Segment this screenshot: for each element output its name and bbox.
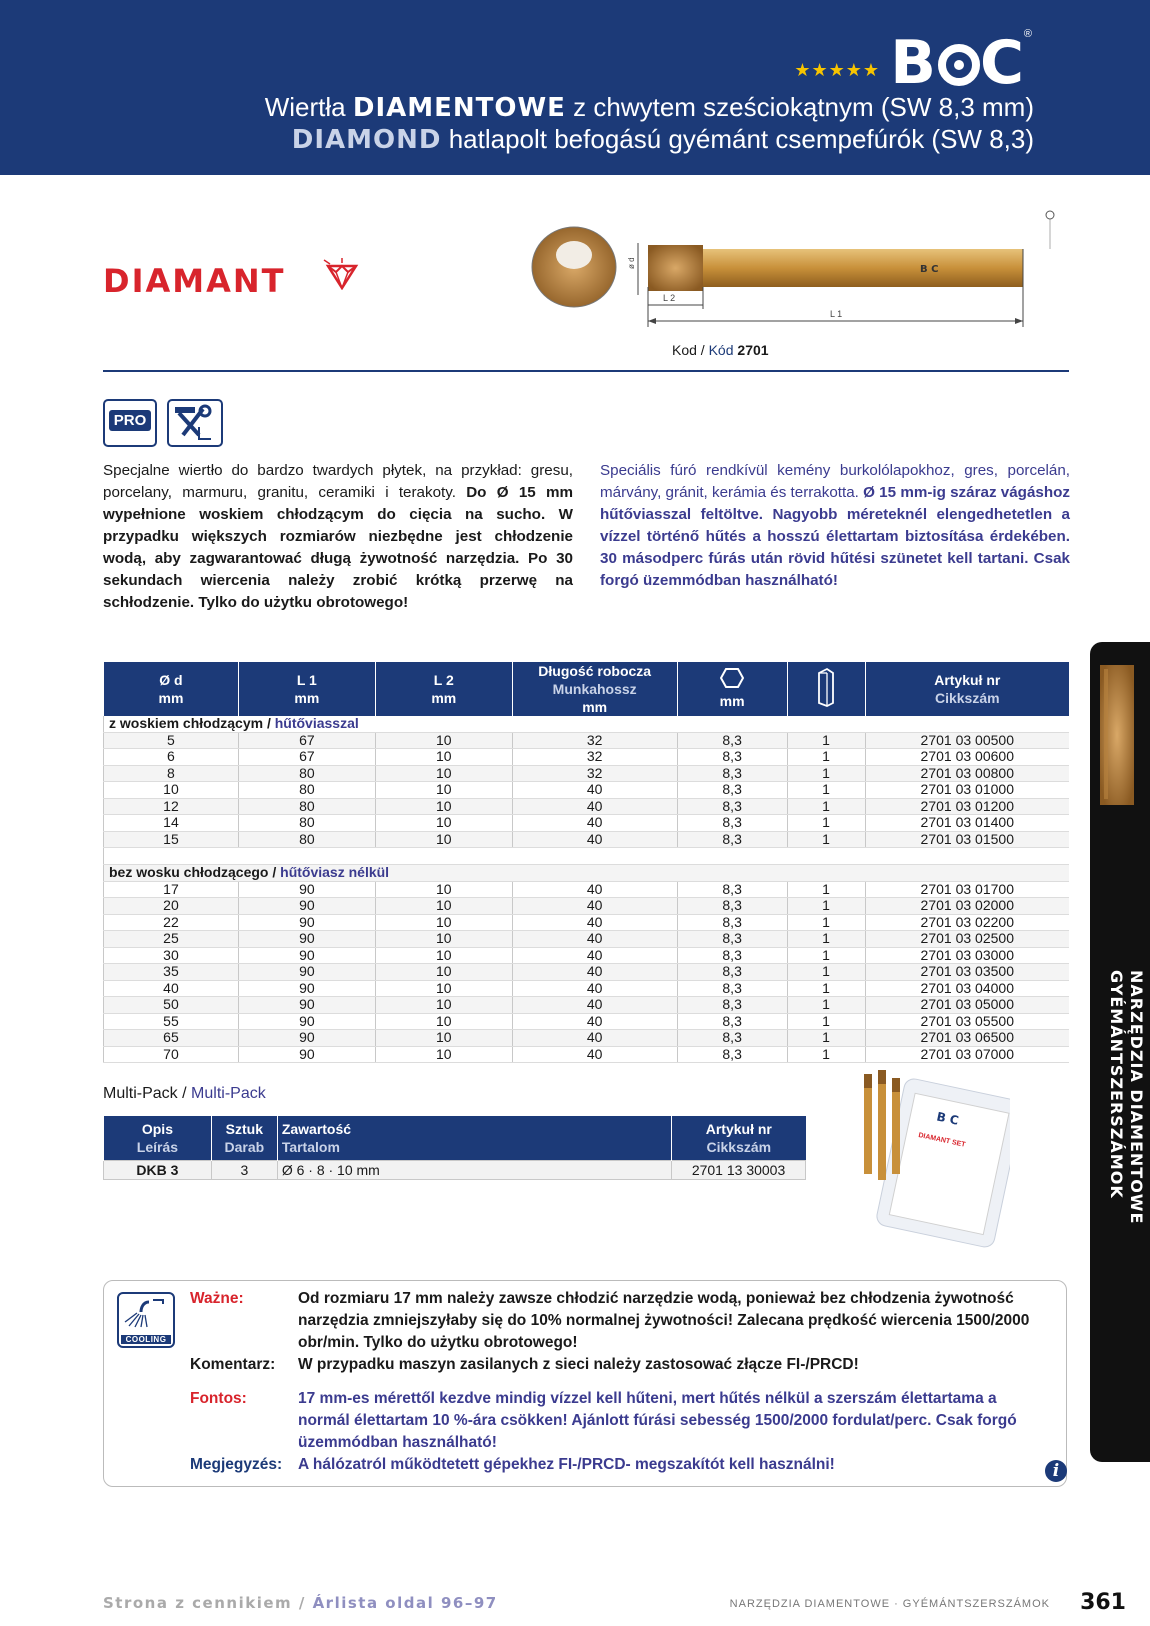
table-cell: 1 (787, 732, 865, 749)
comment-key-pl: Komentarz: (190, 1356, 276, 1373)
table-row (104, 765, 1070, 782)
table-row (104, 947, 1070, 964)
table-cell: 10 (375, 964, 512, 981)
package-icon (816, 667, 836, 707)
table-cell: 2701 03 03000 (865, 947, 1069, 964)
cooling-badge: COOLING (117, 1292, 175, 1348)
registered-mark: ® (1023, 28, 1032, 40)
table-cell: 2701 03 01700 (865, 881, 1069, 898)
boc-logo: B C (890, 28, 1026, 98)
table-cell: 80 (238, 765, 375, 782)
table-cell: 70 (104, 1046, 239, 1063)
table-cell: 80 (238, 831, 375, 848)
table-cell: 8,3 (677, 947, 787, 964)
table-cell: 2701 03 01400 (865, 815, 1069, 832)
table-cell: 10 (375, 782, 512, 799)
table-cell: 80 (238, 782, 375, 799)
page-header (0, 0, 1150, 175)
table-row (104, 815, 1070, 832)
table-cell: 5 (104, 732, 239, 749)
dim-d-label: ø d (627, 257, 636, 269)
product-table (103, 662, 1069, 1063)
table-cell: 8,3 (677, 1046, 787, 1063)
table-cell: 2701 03 00600 (865, 749, 1069, 766)
table-cell: 10 (375, 980, 512, 997)
col-working-length: Długość robocza Munkahossz mm (512, 662, 677, 716)
table-cell: 1 (787, 997, 865, 1014)
col-l1: L 1 mm (238, 662, 375, 716)
table-cell: 2701 03 01000 (865, 782, 1069, 799)
important-text-hu: 17 mm-es mérettől kezdve mindig vízzel kell hűteni, mert hűtés nélkül a szerszám élettartama a normál élettartam 10 %-ára csökken! Ajánlott fúrási sebesség 1500/2000 fordulat/perc. Csak forgó üzemmódban használható! (298, 1390, 1017, 1451)
table-cell: 90 (238, 980, 375, 997)
table-cell: 8 (104, 765, 239, 782)
table-cell: 2701 03 05500 (865, 1013, 1069, 1030)
col-pack (787, 662, 865, 716)
table-cell: 80 (238, 815, 375, 832)
table-cell: 10 (375, 765, 512, 782)
table-cell: 2701 03 03500 (865, 964, 1069, 981)
table-cell: 1 (787, 964, 865, 981)
table-cell: 1 (787, 831, 865, 848)
table-cell: 90 (238, 1046, 375, 1063)
mp-col-content: Zawartość Tartalom (277, 1116, 671, 1161)
table-cell: 2701 03 04000 (865, 980, 1069, 997)
table-cell: 1 (787, 898, 865, 915)
table-cell: 10 (375, 914, 512, 931)
dim-l1-label: L 1 (830, 309, 843, 319)
table-cell: 2701 03 02000 (865, 898, 1069, 915)
multipack-title: Multi-Pack / Multi-Pack (103, 1085, 266, 1102)
comment-key-hu: Megjegyzés: (190, 1456, 283, 1473)
table-cell: 10 (375, 931, 512, 948)
logo-circle-icon (938, 44, 980, 86)
table-cell: 1 (787, 798, 865, 815)
description-pl: Specjalne wiertło do bardzo twardych płytek, na przykład: gresu, porcelany, marmuru, granitu, ceramiki i terakoty. Do Ø 15 mm wypełnione woskiem chłodzącym do cięcia na sucho. W przypadku większych rozmiarów niezbędne jest chłodzenie wodą, aby zagwarantować długą żywotność narzędzia. Po 30 sekundach wiercenia należy zrobić krótką przerwę na schłodzenie. Tylko do użytku obrotowego! (103, 462, 573, 611)
shank-logo: B C (920, 264, 939, 275)
table-row (104, 749, 1070, 766)
table-cell: 8,3 (677, 997, 787, 1014)
table-cell: 8,3 (677, 798, 787, 815)
table-spacer (104, 848, 1070, 865)
table-cell: 65 (104, 1030, 239, 1047)
table-cell: 35 (104, 964, 239, 981)
dim-l2-label: L 2 (663, 293, 676, 303)
table-cell: 8,3 (677, 964, 787, 981)
table-cell: 32 (512, 749, 677, 766)
table-row (104, 964, 1070, 981)
table-cell: 1 (787, 931, 865, 948)
table-row (104, 1046, 1070, 1063)
rating-stars: ★★★★★ (794, 60, 880, 80)
table-cell: 1 (787, 1013, 865, 1030)
product-code: Kod / Kód 2701 (672, 342, 769, 358)
table-cell: 40 (512, 881, 677, 898)
table-cell: 40 (512, 980, 677, 997)
price-list-reference: Strona z cennikiem / Árlista oldal 96–97 (103, 1594, 498, 1612)
pro-badge: PRO (103, 399, 157, 447)
table-cell: 40 (512, 914, 677, 931)
table-cell: 8,3 (677, 898, 787, 915)
table-cell: 90 (238, 1030, 375, 1047)
table-row (104, 898, 1070, 915)
table-cell: 40 (512, 798, 677, 815)
drill-drawing (520, 205, 1080, 355)
table-row (104, 914, 1070, 931)
table-cell: 8,3 (677, 831, 787, 848)
table-cell: 10 (375, 898, 512, 915)
table-cell: 10 (375, 881, 512, 898)
table-cell: 15 (104, 831, 239, 848)
table-cell: 8,3 (677, 765, 787, 782)
tools-badge-icon (167, 399, 223, 447)
table-cell: 90 (238, 898, 375, 915)
table-cell: 2701 03 00500 (865, 732, 1069, 749)
table-cell: 67 (238, 749, 375, 766)
table-cell: 40 (104, 980, 239, 997)
col-l2: L 2 mm (375, 662, 512, 716)
table-cell: 10 (375, 1013, 512, 1030)
table-cell: 90 (238, 997, 375, 1014)
diamond-icon (322, 258, 362, 290)
table-cell: 40 (512, 964, 677, 981)
table-cell: 40 (512, 1013, 677, 1030)
table-cell: 6 (104, 749, 239, 766)
table-cell: 1 (787, 914, 865, 931)
table-cell: 12 (104, 798, 239, 815)
table-cell: 1 (787, 1046, 865, 1063)
table-cell: 10 (104, 782, 239, 799)
group-header-no-wax: bez wosku chłodzącego / hűtőviasz nélkül (104, 865, 1070, 882)
col-article: Artykuł nr Cikkszám (865, 662, 1069, 716)
table-cell: 90 (238, 947, 375, 964)
mp-col-article: Artykuł nr Cikkszám (672, 1116, 806, 1161)
table-row (104, 881, 1070, 898)
side-drill-image (1096, 665, 1138, 805)
table-cell: 1 (787, 947, 865, 964)
table-cell: 1 (787, 1030, 865, 1047)
table-cell: 8,3 (677, 931, 787, 948)
table-cell: 1 (787, 749, 865, 766)
table-cell: 2701 03 00800 (865, 765, 1069, 782)
table-cell: 40 (512, 1046, 677, 1063)
table-cell: 10 (375, 1046, 512, 1063)
hexagon-icon (720, 668, 744, 688)
table-cell: 55 (104, 1013, 239, 1030)
table-row: DKB 3 3 Ø 6 · 8 · 10 mm 2701 13 30003 (104, 1161, 806, 1180)
table-cell: 2701 03 05000 (865, 997, 1069, 1014)
table-cell: 17 (104, 881, 239, 898)
table-cell: 10 (375, 749, 512, 766)
table-cell: 90 (238, 1013, 375, 1030)
table-cell: 22 (104, 914, 239, 931)
table-cell: 40 (512, 997, 677, 1014)
table-cell: 2701 03 01500 (865, 831, 1069, 848)
table-cell: 14 (104, 815, 239, 832)
table-cell: 67 (238, 732, 375, 749)
table-row (104, 931, 1070, 948)
table-cell: 8,3 (677, 914, 787, 931)
table-cell: 10 (375, 831, 512, 848)
table-cell: 90 (238, 931, 375, 948)
table-cell: 40 (512, 831, 677, 848)
table-cell: 10 (375, 997, 512, 1014)
table-row (104, 997, 1070, 1014)
table-row (104, 831, 1070, 848)
table-row (104, 980, 1070, 997)
table-cell: 1 (787, 782, 865, 799)
table-cell: 8,3 (677, 1030, 787, 1047)
table-cell: 40 (512, 1030, 677, 1047)
table-cell: 2701 03 06500 (865, 1030, 1069, 1047)
table-row (104, 782, 1070, 799)
table-row (104, 1013, 1070, 1030)
table-cell: 40 (512, 898, 677, 915)
table-cell: 20 (104, 898, 239, 915)
table-cell: 90 (238, 914, 375, 931)
table-cell: 40 (512, 931, 677, 948)
mp-col-desc: Opis Leírás (104, 1116, 212, 1161)
title-pl: Wiertła DIAMENTOWE z chwytem sześciokątnym (SW 8,3 mm) (264, 92, 1034, 123)
table-cell: 90 (238, 964, 375, 981)
comment-text-pl: W przypadku maszyn zasilanych z sieci należy zastosować złącze FI-/PRCD! (298, 1356, 859, 1373)
table-cell: 90 (238, 881, 375, 898)
table-cell: 10 (375, 1030, 512, 1047)
diamant-brand: DIAMANT (103, 262, 286, 300)
table-cell: 8,3 (677, 732, 787, 749)
col-hex: mm (677, 662, 787, 716)
description-hu: Speciális fúró rendkívül kemény burkolólapokhoz, gres, porcelán, márvány, gránit, kerámia és terrakotta. Ø 15 mm-ig száraz vágáshoz hűtőviasszal feltöltve. Nagyobb méreteknél elengedhetetlen a vízzel történő hűtés a hosszú élettartam biztosítása érdekében. 30 másodperc fúrás után rövid hűtési szünetet kell tartani. Csak forgó üzemmódban használható! (600, 462, 1070, 589)
table-cell: 32 (512, 732, 677, 749)
important-text-pl: Od rozmiaru 17 mm należy zawsze chłodzić narzędzie wodą, ponieważ bez chłodzenia żywotność narzędzia zmniejszyłaby się do 10% normalnej żywotności! Zalecana prędkość wiercenia 1500/2000 obr/min. Tylko do użytku obrotowego! (298, 1290, 1030, 1351)
table-cell: 40 (512, 815, 677, 832)
table-cell: 40 (512, 782, 677, 799)
table-cell: 2701 03 02200 (865, 914, 1069, 931)
table-cell: 10 (375, 947, 512, 964)
table-cell: 8,3 (677, 881, 787, 898)
table-cell: 10 (375, 798, 512, 815)
info-icon: i (1045, 1460, 1067, 1482)
page-number: 361 (1080, 1590, 1126, 1615)
divider (103, 370, 1069, 372)
table-cell: 1 (787, 980, 865, 997)
comment-text-hu: A hálózatról működtetett gépekhez FI-/PRCD- megszakítót kell használni! (298, 1456, 835, 1473)
table-cell: 10 (375, 732, 512, 749)
table-cell: 1 (787, 881, 865, 898)
table-cell: 80 (238, 798, 375, 815)
mp-col-qty: Sztuk Darab (211, 1116, 277, 1161)
table-row (104, 1030, 1070, 1047)
table-row (104, 732, 1070, 749)
table-cell: 2701 03 01200 (865, 798, 1069, 815)
group-header-wax: z woskiem chłodzącym / hűtőviasszal (104, 716, 1070, 732)
table-cell: 2701 03 07000 (865, 1046, 1069, 1063)
table-cell: 2701 03 02500 (865, 931, 1069, 948)
multipack-table (103, 1116, 806, 1180)
footer-section-title: NARZĘDZIA DIAMENTOWE · GYÉMÁNTSZERSZÁMOK (729, 1598, 1050, 1610)
important-key-pl: Ważne: (190, 1290, 244, 1307)
col-diameter: Ø d mm (104, 662, 239, 716)
table-cell: 10 (375, 815, 512, 832)
table-cell: 8,3 (677, 782, 787, 799)
table-cell: 30 (104, 947, 239, 964)
side-tab-label: NARZĘDZIA DIAMENTOWE GYÉMÁNTSZERSZÁMOK (1107, 970, 1146, 1225)
title-hu: DIAMOND hatlapolt befogású gyémánt csempefúrók (SW 8,3) (291, 124, 1034, 155)
important-key-hu: Fontos: (190, 1390, 247, 1407)
table-cell: 40 (512, 947, 677, 964)
multipack-image (850, 1070, 1010, 1250)
table-cell: 32 (512, 765, 677, 782)
table-row (104, 798, 1070, 815)
pack-label: DIAMANT SET (917, 1131, 966, 1149)
table-cell: 50 (104, 997, 239, 1014)
table-cell: 8,3 (677, 980, 787, 997)
table-cell: 1 (787, 765, 865, 782)
table-cell: 8,3 (677, 1013, 787, 1030)
table-cell: 1 (787, 815, 865, 832)
table-cell: 8,3 (677, 749, 787, 766)
pack-logo: B C (935, 1109, 960, 1128)
table-cell: 8,3 (677, 815, 787, 832)
table-cell: 25 (104, 931, 239, 948)
